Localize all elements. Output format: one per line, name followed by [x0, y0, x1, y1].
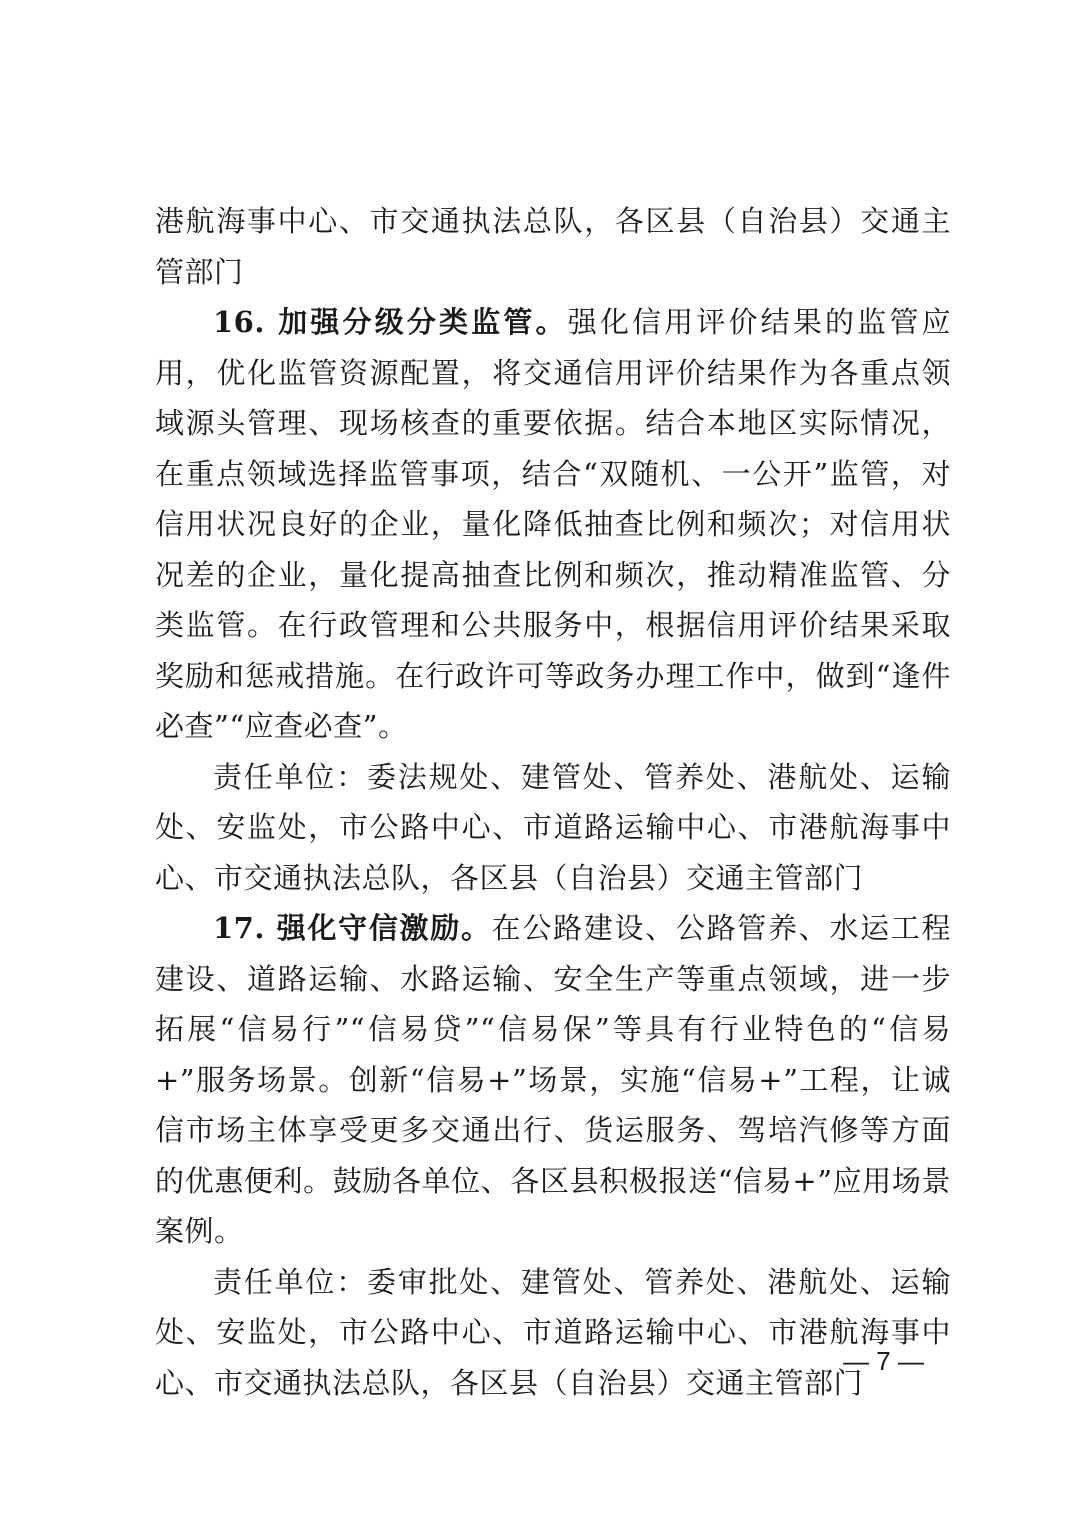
page-number: — 7 —: [843, 1346, 924, 1376]
item-17-responsible-paragraph: [155, 1257, 951, 1409]
item-17-paragraph: [155, 903, 951, 1257]
continuation-paragraph: [155, 196, 951, 297]
item-17-heading: 17. 强化守信激励。: [213, 911, 492, 945]
item-16-responsible-label: 责任单位：: [213, 759, 368, 794]
item-16-heading: 16. 加强分级分类监管。: [213, 305, 568, 339]
document-body: [155, 196, 951, 1408]
item-17-body: 在公路建设、公路管养、水运工程建设、道路运输、水路运输、安全生产等重点领域，进一步拓展“信易行”“信易贷”“信易保”等具有行业特色的“信易+”服务场景。创新“信易+”场景，实施“信易+”工程，让诚信市场主体享受更多交通出行、货运服务、驾培汽修等方面的优惠便利。鼓励各单位、各区县积极报送“信易+”应用场景案例。: [155, 911, 951, 1248]
continuation-text: 港航海事中心、市交通执法总队，各区县（自治县）交通主管部门: [155, 204, 951, 289]
item-16-body: 强化信用评价结果的监管应用，优化监管资源配置，将交通信用评价结果作为各重点领域源头管理、现场核查的重要依据。结合本地区实际情况，在重点领域选择监管事项，结合“双随机、一公开”监管，对信用状况良好的企业，量化降低抽查比例和频次；对信用状况差的企业，量化提高抽查比例和频次，推动精准监管、分类监管。在行政管理和公共服务中，根据信用评价结果采取奖励和惩戒措施。在行政许可等政务办理工作中，做到“逢件必查”“应查必查”。: [155, 305, 951, 743]
item-16-paragraph: [155, 297, 951, 752]
item-16-responsible-paragraph: [155, 752, 951, 904]
item-16-responsible-units: 委法规处、建管处、管养处、港航处、运输处、安监处，市公路中心、市道路运输中心、市港航海事中心、市交通执法总队，各区县（自治县）交通主管部门: [155, 759, 951, 895]
item-17-responsible-units: 委审批处、建管处、管养处、港航处、运输处、安监处，市公路中心、市道路运输中心、市港航海事中心、市交通执法总队，各区县（自治县）交通主管部门: [155, 1264, 951, 1400]
item-17-responsible-label: 责任单位：: [213, 1264, 368, 1299]
